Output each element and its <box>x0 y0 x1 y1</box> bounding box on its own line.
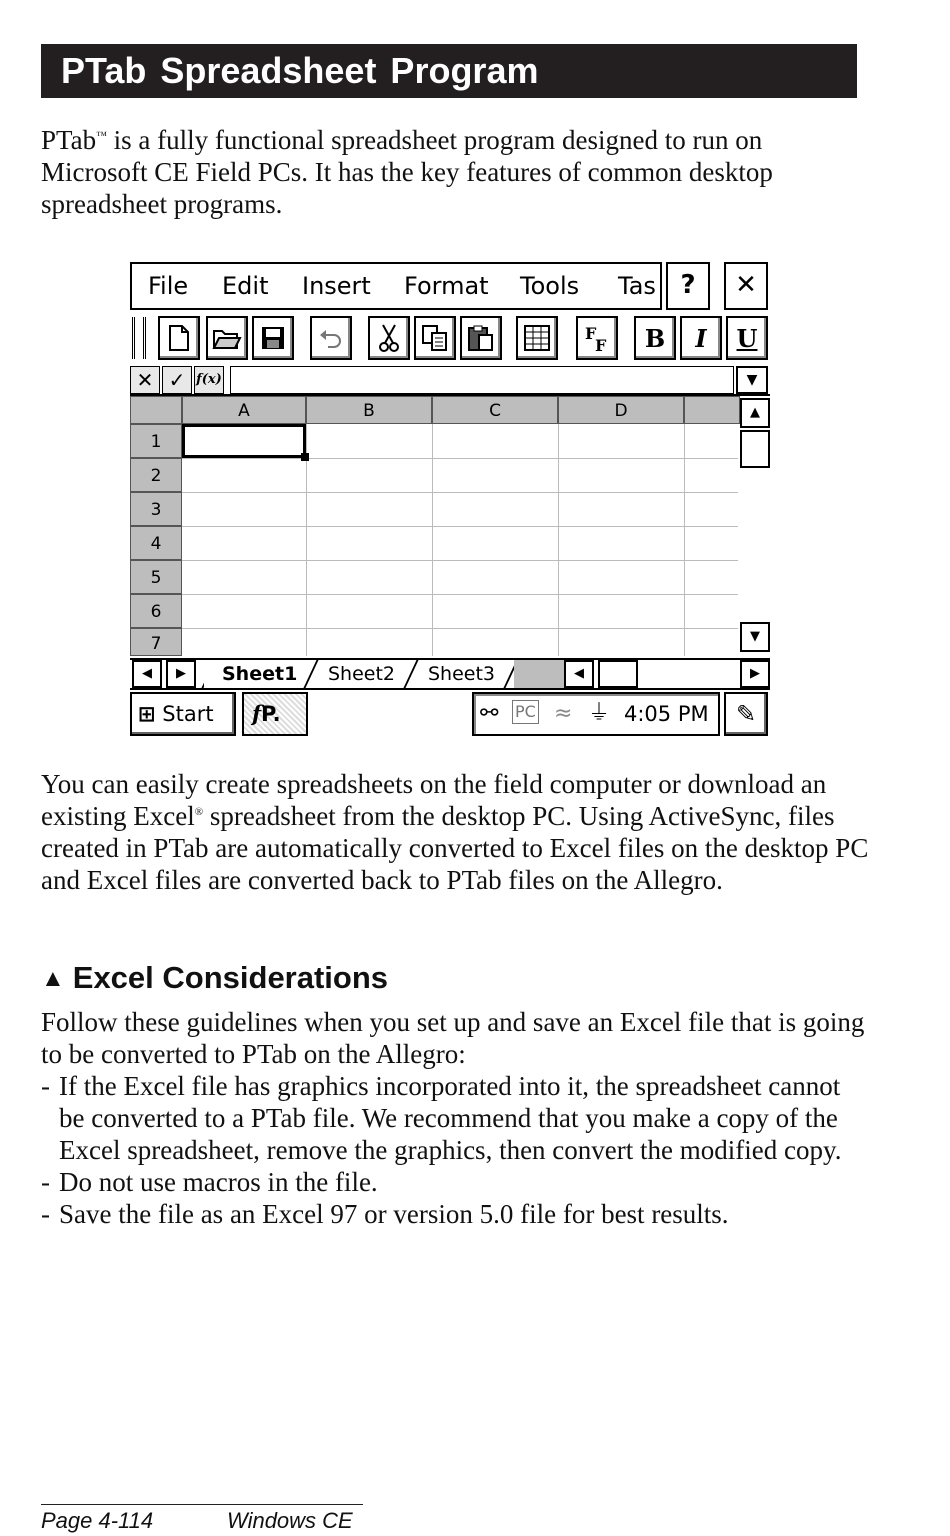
cut-button[interactable] <box>368 316 410 360</box>
arrow-right-icon: ▶ <box>750 666 760 681</box>
cell-area[interactable] <box>182 424 738 656</box>
underline-label: U <box>736 323 758 353</box>
windows-logo-icon: ⊞ <box>138 702 156 726</box>
chevron-down-icon: ▼ <box>746 372 758 388</box>
pc-connection-icon[interactable]: PC <box>512 700 539 724</box>
menu-bar <box>130 262 662 310</box>
tab-area-filler <box>514 660 564 688</box>
menu-insert[interactable]: Insert <box>302 272 371 300</box>
select-all-corner[interactable] <box>130 396 182 424</box>
copy-button[interactable] <box>414 316 456 360</box>
menu-file[interactable]: File <box>148 272 189 300</box>
taskbar-clock[interactable]: 4:05 PM <box>624 702 709 726</box>
formula-cancel-button[interactable]: ✕ <box>130 366 160 394</box>
undo-button[interactable] <box>310 316 352 360</box>
underline-button[interactable] <box>726 316 768 360</box>
italic-label: I <box>695 323 707 353</box>
ptab-app-icon: f <box>252 701 262 726</box>
list-item: - Do not use macros in the file. <box>41 1167 378 1197</box>
toolbar <box>130 314 770 362</box>
open-file-button[interactable] <box>206 316 248 360</box>
menu-format[interactable]: Format <box>404 272 489 300</box>
list-item: - If the Excel file has graphics incorporated into it, the spreadsheet cannot be converted to a PTab file. We recommend that you make a copy of the Excel spreadsheet, remove the graphics, then convert the modified copy. <box>41 1071 842 1165</box>
clipboard-icon <box>467 324 495 352</box>
page-number: Page 4-114 <box>41 1508 154 1533</box>
body-paragraph: You can easily create spreadsheets on the field computer or download an existing Excel® spreadsheet from the desktop PC. Using ActiveSync, files created in PTab are automatically converted to Excel files on the desktop PC and Excel files are converted back to PTab files on the Allegro. <box>41 769 869 895</box>
ptab-screenshot <box>130 262 770 738</box>
bold-button[interactable] <box>634 316 676 360</box>
hscroll-right-button[interactable] <box>740 660 770 688</box>
hscroll-thumb[interactable] <box>598 660 638 688</box>
arrow-up-icon: ▲ <box>750 405 760 420</box>
sync-icon[interactable]: ≈ <box>554 701 573 726</box>
italic-button[interactable] <box>680 316 722 360</box>
table-grid-icon <box>523 324 551 352</box>
row-header[interactable]: 2 <box>130 458 182 492</box>
floppy-disk-icon <box>260 325 286 351</box>
formula-input[interactable] <box>230 366 734 394</box>
page-title: PTab Spreadsheet Program <box>41 44 857 98</box>
menu-edit[interactable]: Edit <box>222 272 269 300</box>
menu-tools[interactable]: Tools <box>520 272 580 300</box>
column-header-a[interactable]: A <box>182 396 306 424</box>
row-header[interactable]: 6 <box>130 594 182 628</box>
tab-scroll-right-button[interactable] <box>166 660 196 688</box>
column-header-d[interactable]: D <box>558 396 684 424</box>
save-button[interactable] <box>252 316 294 360</box>
function-button[interactable]: f(x) <box>194 366 224 394</box>
start-label: Start <box>162 702 214 726</box>
close-button[interactable]: ✕ <box>724 262 768 310</box>
menu-tasks[interactable]: Tas <box>618 272 656 300</box>
section-intro: Follow these guidelines when you set up and save an Excel file that is going to be converted to PTab on the Allegro: <box>41 1007 865 1069</box>
formula-accept-button[interactable]: ✓ <box>162 366 192 394</box>
scroll-thumb[interactable] <box>740 430 770 468</box>
vertical-scrollbar[interactable] <box>740 396 770 658</box>
formula-bar <box>130 364 770 396</box>
active-cell-a1[interactable] <box>182 424 306 458</box>
taskbar-ptab-button[interactable] <box>242 692 308 736</box>
column-header-b[interactable]: B <box>306 396 432 424</box>
row-header[interactable]: 1 <box>130 424 182 458</box>
arrow-down-icon: ▼ <box>750 629 760 644</box>
arrow-right-icon: ▶ <box>176 666 186 681</box>
fill-handle[interactable] <box>301 453 309 461</box>
help-button[interactable]: ? <box>666 262 710 310</box>
undo-icon <box>318 327 344 349</box>
network-icon[interactable]: ⚯ <box>480 701 499 726</box>
svg-text:F: F <box>585 324 597 343</box>
taskbar <box>130 688 770 738</box>
row-header[interactable]: 4 <box>130 526 182 560</box>
scroll-down-button[interactable] <box>740 622 770 652</box>
guidelines-list <box>41 1070 871 1230</box>
tab-sheet1[interactable]: Sheet1 <box>204 660 315 688</box>
triangle-bullet-icon: ▲ <box>41 965 65 992</box>
intro-paragraph: PTab™ is a fully functional spreadsheet program designed to run on Microsoft CE Field PCs. It has the key features of common desktop spreadsheet programs. <box>41 125 773 219</box>
insert-table-button[interactable] <box>516 316 558 360</box>
arrow-left-icon: ◀ <box>142 666 152 681</box>
toolbar-grip[interactable] <box>132 317 146 359</box>
font-icon <box>582 323 612 353</box>
copy-icon <box>421 324 449 352</box>
hscroll-left-button[interactable] <box>564 660 594 688</box>
paste-button[interactable] <box>460 316 502 360</box>
horizontal-scrollbar[interactable] <box>564 660 770 688</box>
sheet-tabs-bar <box>130 658 770 688</box>
open-folder-icon <box>212 325 242 351</box>
tab-sheet2[interactable]: Sheet2 <box>328 663 396 685</box>
start-button[interactable] <box>130 692 236 736</box>
row-header[interactable]: 3 <box>130 492 182 526</box>
new-file-icon <box>167 324 191 352</box>
system-tray <box>472 692 720 736</box>
bold-label: B <box>644 323 666 353</box>
list-item: - Save the file as an Excel 97 or version 5.0 file for best results. <box>41 1199 729 1229</box>
tab-sheet3[interactable]: Sheet3 <box>428 663 496 685</box>
input-panel-button[interactable] <box>724 692 768 736</box>
column-header-e[interactable] <box>684 396 740 424</box>
scissors-icon <box>377 323 401 353</box>
tab-scroll-left-button[interactable] <box>132 660 162 688</box>
row-header[interactable]: 5 <box>130 560 182 594</box>
svg-text:F: F <box>595 336 607 353</box>
font-button[interactable] <box>576 316 618 360</box>
column-header-c[interactable]: C <box>432 396 558 424</box>
scroll-up-button[interactable] <box>740 398 770 428</box>
arrow-left-icon: ◀ <box>574 666 584 681</box>
formula-dropdown-button[interactable] <box>736 366 768 394</box>
task-label: P. <box>261 702 281 726</box>
page-footer <box>41 1504 363 1536</box>
power-plug-icon[interactable]: ⏚ <box>588 701 611 726</box>
new-file-button[interactable] <box>158 316 200 360</box>
chapter-name: Windows CE <box>227 1508 353 1533</box>
section-heading: ▲ Excel Considerations <box>41 958 388 999</box>
row-header[interactable]: 7 <box>130 628 182 656</box>
keyboard-pen-icon: ✎ <box>735 700 757 728</box>
